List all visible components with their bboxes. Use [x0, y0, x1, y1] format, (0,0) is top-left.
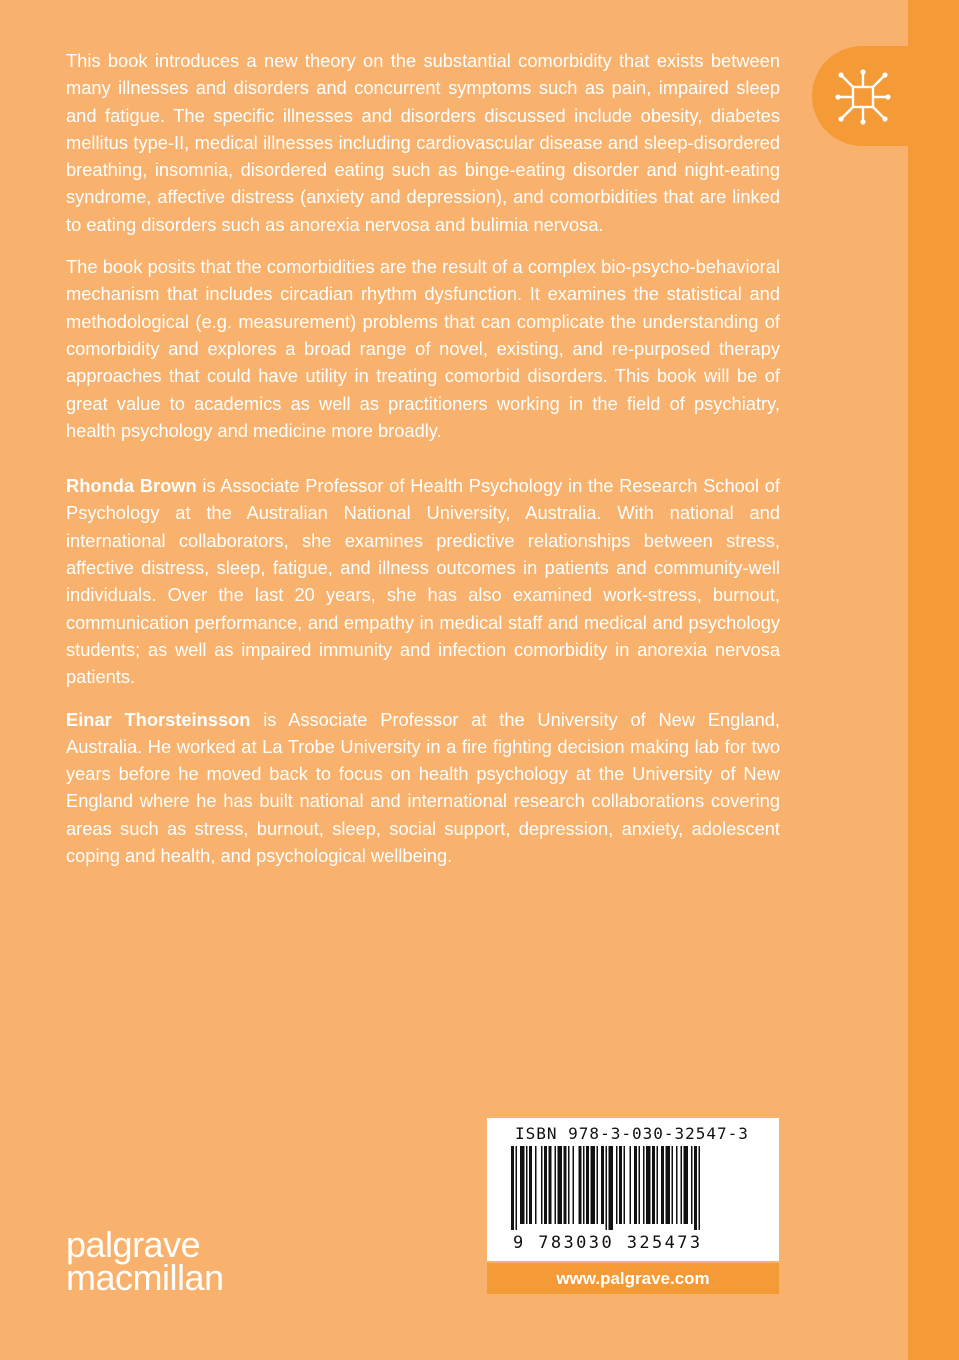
barcode-bar [699, 1146, 701, 1230]
isbn-label: ISBN 978-3-030-32547-3 [515, 1124, 749, 1143]
description-paragraph-2: The book posits that the comorbidities are the result of a complex bio-psycho-behavioral mechanism that includes circadian rhythm dysfunction. It examines the statistical and methodological (e.g. measurement) problems that can complicate the understanding of comorbidity and explores a broad range of novel, existing, and re-purposed therapy approaches that could have utility in treating comorbid disorders. This book will be of great value to academics as well as practitioners working in the field of psychiatry, health psychology and medicine more broadly. [66, 256, 780, 441]
barcode-bar [601, 1146, 604, 1224]
barcode-bar [511, 1146, 514, 1230]
publisher-website[interactable]: www.palgrave.com [487, 1263, 779, 1294]
barcode-bar [591, 1146, 596, 1224]
book-spine-edge [908, 0, 959, 1360]
barcode-bar [681, 1146, 683, 1224]
barcode-bar [558, 1146, 563, 1224]
barcode-bar [657, 1146, 659, 1224]
barcode-bar [583, 1146, 585, 1224]
barcode-bar [579, 1146, 582, 1224]
barcode-bar [619, 1146, 622, 1224]
barcode-bar [516, 1146, 518, 1230]
barcode-bar [694, 1146, 697, 1230]
publisher-logo-line1: palgrave [66, 1224, 201, 1265]
isbn-barcode-box [487, 1118, 779, 1261]
barcode-bar [520, 1146, 525, 1224]
author-bio-text: is Associate Professor at the University of New England, Australia. He worked at La Trobe University in a fire fighting decision making lab for two years before he moved back to focus on health psychology at the University of New England where he has built national and international research collaborations covering areas such as stress, burnout, sleep, social support, depression, anxiety, adolescent coping and health, and psychological wellbeing. [66, 708, 780, 867]
author-name: Rhonda Brown [66, 475, 197, 497]
barcode-bar [630, 1146, 632, 1224]
barcode-bar [646, 1146, 651, 1224]
author-bio-2 [66, 706, 780, 870]
barcode-bar [535, 1146, 537, 1224]
author-bio-1 [66, 472, 780, 690]
back-cover-text [66, 47, 780, 884]
publisher-logo-line2: macmillan [66, 1257, 224, 1298]
barcode-bar [529, 1146, 532, 1224]
description-paragraph-1: This book introduces a new theory on the substantial comorbidity that exists between many illnesses and disorders and concurrent symptoms such as pain, impaired sleep and fatigue. The specific illnesses and disorders discussed include obesity, diabetes mellitus type-II, medical illnesses including cardiovascular disease and sleep-disordered breathing, insomnia, disordered eating such as binge-eating disorder and night-eating syndrome, affective distress (anxiety and depression), and comorbidities that are linked to eating disorders such as anorexia nervosa and bulimia nervosa. [66, 50, 780, 235]
barcode-digits: 9 783030 325473 [513, 1233, 703, 1253]
barcode-bar [672, 1146, 674, 1224]
barcode-bar [573, 1146, 575, 1224]
publisher-logo [66, 1224, 224, 1298]
barcode-bar [586, 1146, 589, 1224]
barcode-bar [691, 1146, 693, 1224]
barcode-bar [652, 1146, 655, 1224]
barcode-bar [544, 1146, 547, 1224]
barcode-bar [643, 1146, 645, 1224]
barcode-bar [661, 1146, 664, 1224]
barcode-bar [526, 1146, 528, 1224]
barcode-bar [639, 1146, 641, 1224]
barcode-bar [555, 1146, 557, 1224]
barcode-bar [624, 1146, 626, 1224]
author-bio-text: is Associate Professor of Health Psychology in the Research School of Psychology at the Australian National University, Australia. With national and international collaborators, she examines predictive relationships between stress, affective distress, sleep, fatigue, and illness outcomes in patients and community-well individuals. Over the last 20 years, she has also examined work-stress, burnout, communication performance, and empathy in medical staff and medical and psychology students; as well as impaired immunity and infection comorbidity in anorexia nervosa patients. [66, 475, 780, 688]
barcode-bar [616, 1146, 618, 1224]
barcode-bar [684, 1146, 689, 1224]
barcode-bar [597, 1146, 599, 1224]
barcode-bar [676, 1146, 678, 1224]
barcode-bar [541, 1146, 543, 1224]
author-name: Einar Thorsteinsson [66, 708, 251, 730]
barcode-bar [666, 1146, 671, 1224]
network-node-icon [834, 68, 892, 126]
barcode-bar [634, 1146, 637, 1224]
series-logo-badge [812, 46, 912, 146]
barcode-bar [549, 1146, 552, 1224]
barcode-bar [609, 1146, 614, 1230]
barcode [511, 1146, 761, 1230]
barcode-bar [568, 1146, 570, 1224]
barcode-bar [564, 1146, 567, 1224]
barcode-bar [606, 1146, 608, 1230]
